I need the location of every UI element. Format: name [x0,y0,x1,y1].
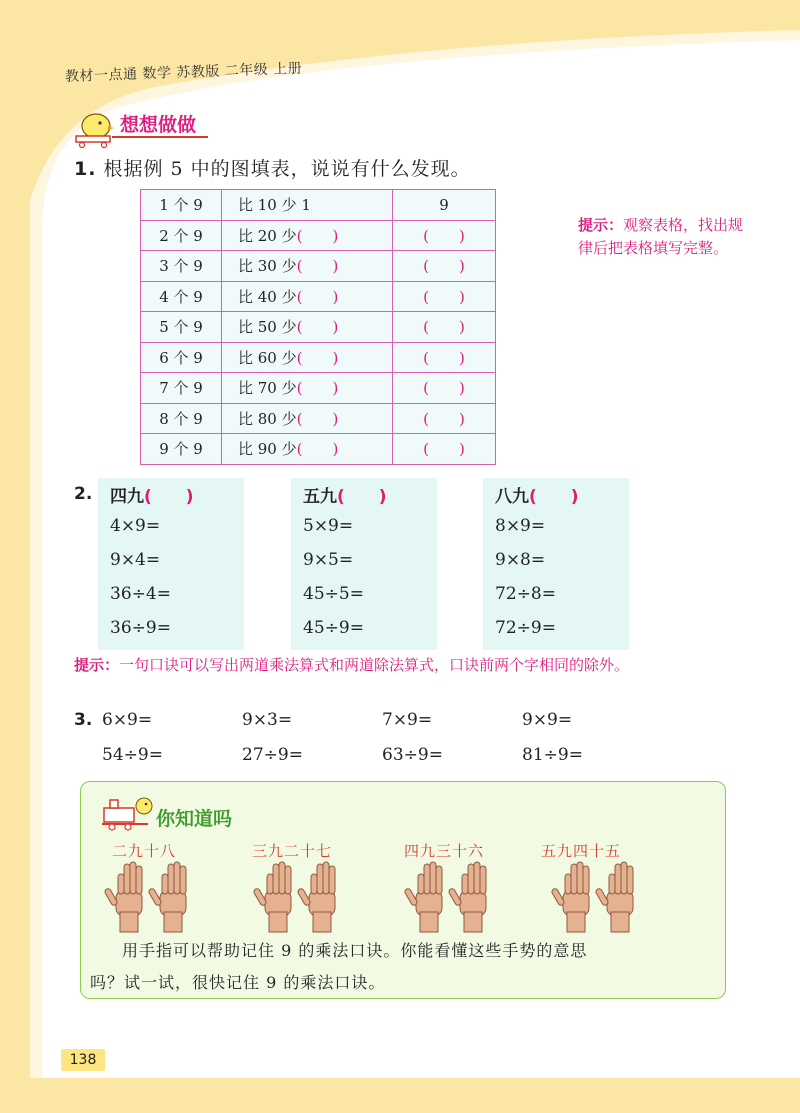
formula-title [303,482,387,507]
table-row [141,403,496,434]
table-row [141,190,496,221]
equation[interactable]: 9×9= [522,710,573,730]
question-1-text: 根据例 5 中的图填表，说说有什么发现。 [103,158,471,180]
result-blank: ( ) [423,348,465,367]
equation[interactable]: 36÷9= [110,618,171,638]
hand-icon [595,862,633,932]
row-count: 4 个 9 [141,281,222,312]
row-compare [222,403,393,434]
row-compare [222,373,393,404]
result-blank: ( ) [423,379,465,398]
hand-icon [551,862,589,932]
question-2-number: 2. [74,484,93,504]
compare-text: 比 30 少 [238,257,297,276]
row-result[interactable] [393,434,496,465]
answer-blank[interactable]: ( ) [296,287,339,306]
compare-text: 比 70 少 [238,379,297,398]
hands-gesture [253,860,343,936]
row-compare [222,342,393,373]
table-row [141,342,496,373]
equation[interactable]: 9×3= [242,710,293,730]
formula-column [483,478,629,650]
gesture-caption: 二九十八 [112,842,177,860]
result-blank: ( ) [423,287,465,306]
gesture-caption: 四九三十六 [404,842,485,860]
row-count: 5 个 9 [141,312,222,343]
table-row [141,373,496,404]
table-row [141,434,496,465]
row-compare [222,312,393,343]
formula-column [98,478,244,650]
result-blank: ( ) [423,440,465,459]
equation[interactable]: 54÷9= [102,745,163,765]
chick-cart-icon [70,108,116,148]
hand-icon [404,862,442,932]
equation[interactable]: 8×9= [495,516,546,536]
answer-blank[interactable]: ( ) [296,257,339,276]
row-count: 1 个 9 [141,190,222,221]
row-compare [222,220,393,251]
equation[interactable]: 45÷5= [303,584,364,604]
answer-blank[interactable]: ( ) [296,440,339,459]
page-number: 138 [61,1049,105,1071]
row-compare [222,251,393,282]
answer-blank[interactable]: ( ) [296,226,339,245]
equation[interactable]: 9×5= [303,550,354,570]
title-underline [112,136,208,138]
gesture-caption: 五九四十五 [541,842,622,860]
table-row [141,281,496,312]
row-result[interactable] [393,342,496,373]
formula-column [291,478,437,650]
hand-icon [104,862,142,932]
row-count: 6 个 9 [141,342,222,373]
table-row [141,312,496,343]
hands-gesture [551,860,641,936]
row-compare [222,190,393,221]
row-count: 3 个 9 [141,251,222,282]
formula-name: 四九 [110,487,144,507]
question-3-number: 3. [74,710,93,730]
did-you-know-title: 你知道吗 [156,808,233,830]
result-blank: ( ) [423,409,465,428]
hand-icon [253,862,291,932]
compare-text: 比 50 少 [238,318,297,337]
compare-text: 比 20 少 [238,226,297,245]
formula-blank[interactable]: ( ) [529,487,579,507]
section-title: 想想做做 [120,114,197,136]
equation[interactable]: 4×9= [110,516,161,536]
equation[interactable]: 72÷8= [495,584,556,604]
answer-blank[interactable]: ( ) [296,409,339,428]
row-result[interactable] [393,403,496,434]
hand-icon [297,862,335,932]
formula-name: 八九 [495,487,529,507]
equation[interactable]: 45÷9= [303,618,364,638]
row-result[interactable] [393,251,496,282]
train-icon [100,794,156,834]
equation[interactable]: 9×8= [495,550,546,570]
table-row [141,251,496,282]
row-count: 9 个 9 [141,434,222,465]
table-row [141,220,496,251]
formula-title [495,482,579,507]
compare-text: 比 60 少 [238,348,297,367]
row-count: 8 个 9 [141,403,222,434]
hands-gesture [404,860,494,936]
row-result[interactable] [393,220,496,251]
hint-2-text: 一句口诀可以写出两道乘法算式和两道除法算式，口诀前两个字相同的除外。 [119,656,630,674]
result-blank: ( ) [423,257,465,276]
equation[interactable]: 63÷9= [382,745,443,765]
hand-icon [148,862,186,932]
hint-1-label: 提示： [578,216,624,234]
row-count: 2 个 9 [141,220,222,251]
hint-2-label: 提示： [74,656,120,674]
compare-text: 比 80 少 [238,409,297,428]
equation[interactable]: 27÷9= [242,745,303,765]
hands-gesture [104,860,194,936]
row-result[interactable] [393,312,496,343]
equation[interactable]: 7×9= [382,710,433,730]
running-header: 教材一点通 数学 苏教版 二年级 上册 [64,60,303,85]
formula-name: 五九 [303,487,337,507]
equation[interactable]: 81÷9= [522,745,583,765]
answer-blank[interactable]: ( ) [296,348,339,367]
answer-blank[interactable]: ( ) [296,379,339,398]
row-compare [222,281,393,312]
hint-2 [74,655,744,675]
formula-blank[interactable]: ( ) [144,487,194,507]
row-result[interactable] [393,190,496,221]
formula-title [110,482,194,507]
result-blank: ( ) [423,226,465,245]
body-line-2: 吗？试一试，很快记住 9 的乘法口诀。 [90,973,386,992]
compare-text: 比 40 少 [238,287,297,306]
result-blank: 9 [439,195,449,214]
equation[interactable]: 72÷9= [495,618,556,638]
compare-text: 比 90 少 [238,440,297,459]
row-result[interactable] [393,281,496,312]
hint-1 [578,214,758,260]
equation[interactable]: 5×9= [303,516,354,536]
gesture-caption: 三九二十七 [252,842,333,860]
answer-blank[interactable]: ( ) [296,318,339,337]
formula-blank[interactable]: ( ) [337,487,387,507]
row-count: 7 个 9 [141,373,222,404]
question-1 [74,154,471,181]
result-blank: ( ) [423,318,465,337]
hand-icon [448,862,486,932]
question-1-number: 1. [74,158,97,180]
equation[interactable]: 6×9= [102,710,153,730]
nine-table [140,189,496,465]
hint-1-text: 观察表格，找出规律后把表格填写完整。 [578,216,744,257]
equation[interactable]: 36÷4= [110,584,171,604]
equation[interactable]: 9×4= [110,550,161,570]
compare-text: 比 10 少 1 [238,196,311,215]
row-compare [222,434,393,465]
row-result[interactable] [393,373,496,404]
body-line-1: 用手指可以帮助记住 9 的乘法口诀。你能看懂这些手势的意思 [122,941,588,960]
